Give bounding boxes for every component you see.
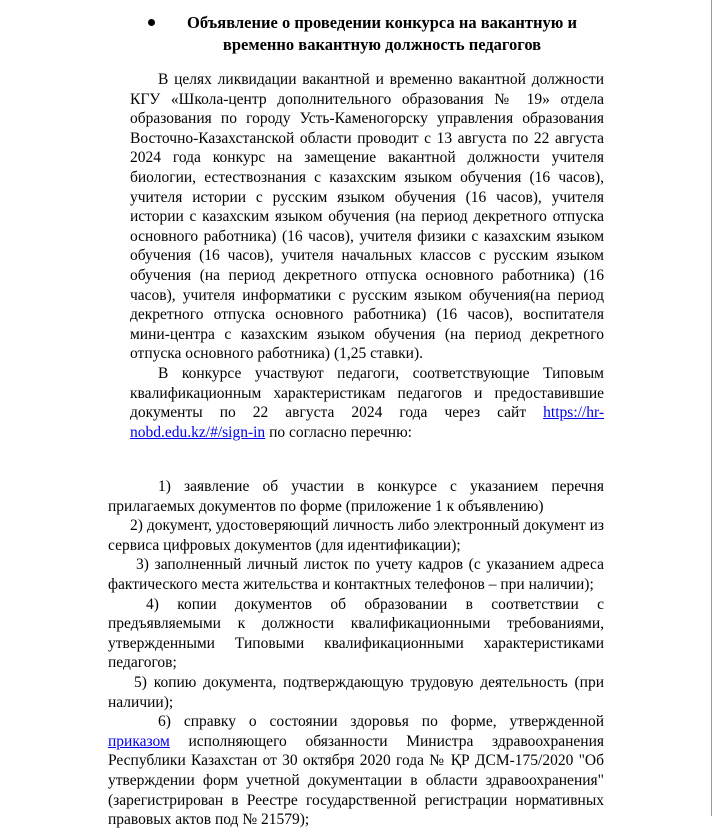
documents-list bbox=[108, 477, 604, 830]
list-item: 2) документ, удостоверяющий личность либо электронный документ из сервиса цифровых документов (для идентификации); bbox=[108, 517, 604, 554]
page-title bbox=[172, 12, 592, 56]
list-item: 5) копию документа, подтверждающую трудовую деятельность (при наличии); bbox=[108, 673, 604, 711]
list-item-health bbox=[108, 712, 604, 830]
list-item: 1) заявление об участии в конкурсе с указанием перечня прилагаемых документов по форме (приложение 1 к объявлению) bbox=[108, 478, 604, 515]
participants-text: В конкурсе участвуют педагоги, соответствующие Типовым квалификационным характеристикам педагогов и предоставившие документы по 22 августа 2024 года через сайт bbox=[130, 364, 604, 422]
health-text: 6) справку о состоянии здоровья по форме, утвержденной bbox=[158, 713, 604, 731]
order-link[interactable]: приказом bbox=[108, 732, 170, 750]
health-tail: исполняющего обязанности Министра здравоохранения Республики Казахстан от 30 октября 2020 года № ҚР ДСМ-175/2020 "Об утверждении форм учетной документации в области здравоохранения" (зарегистрирован в Реестре государственной регистрации нормативных правовых актов под № 21579); bbox=[108, 732, 604, 829]
page-border-line bbox=[711, 0, 712, 816]
paragraph-participants bbox=[130, 364, 604, 442]
hr-nobd-link[interactable]: https://hr-nobd.edu.kz/#/sign-in bbox=[130, 404, 604, 441]
title-line-2: временно вакантную должность педагогов bbox=[222, 35, 542, 54]
announcement-body bbox=[130, 70, 604, 442]
paragraph-competition: В целях ликвидации вакантной и временно вакантной должности КГУ «Школа-центр дополнительного образования № 19» отдела образования по городу Усть-Каменогорску управления образования Восточно-Казахстанской области проводит с 13 августа по 22 августа 2024 года конкурс на замещение вакантной должности учителя биологии, естествознания с казахским языком обучения (16 часов), учителя истории с русским языком обучения (16 часов), учителя истории с казахским языком обучения (на период декретного отпуска основного работника) (16 часов), учителя физики с казахским языком обучения (16 часов), учителя начальных классов с русским языком обучения (на период декретного отпуска основного работника) (16 часов), учителя информатики с русским языком обучения(на период декретного отпуска основного работника) (16 часов), воспитателя мини-центра с казахским языком обучения (на период декретного отпуска основного работника) (1,25 ставки). bbox=[130, 71, 604, 363]
participants-tail: по согласно перечню: bbox=[265, 423, 412, 441]
heading-block bbox=[148, 12, 608, 56]
list-item: 4) копии документов об образовании в соответствии с предъявляемыми к должности квалификационными требованиями, утвержденными Типовыми квалификационными характеристиками педагогов; bbox=[108, 595, 604, 672]
title-line-1: Объявление о проведении конкурса на вакантную и bbox=[187, 13, 577, 32]
list-item: 3) заполненный личный листок по учету кадров (с указанием адреса фактического места жительства и контактных телефонов – при наличии); bbox=[108, 556, 604, 593]
